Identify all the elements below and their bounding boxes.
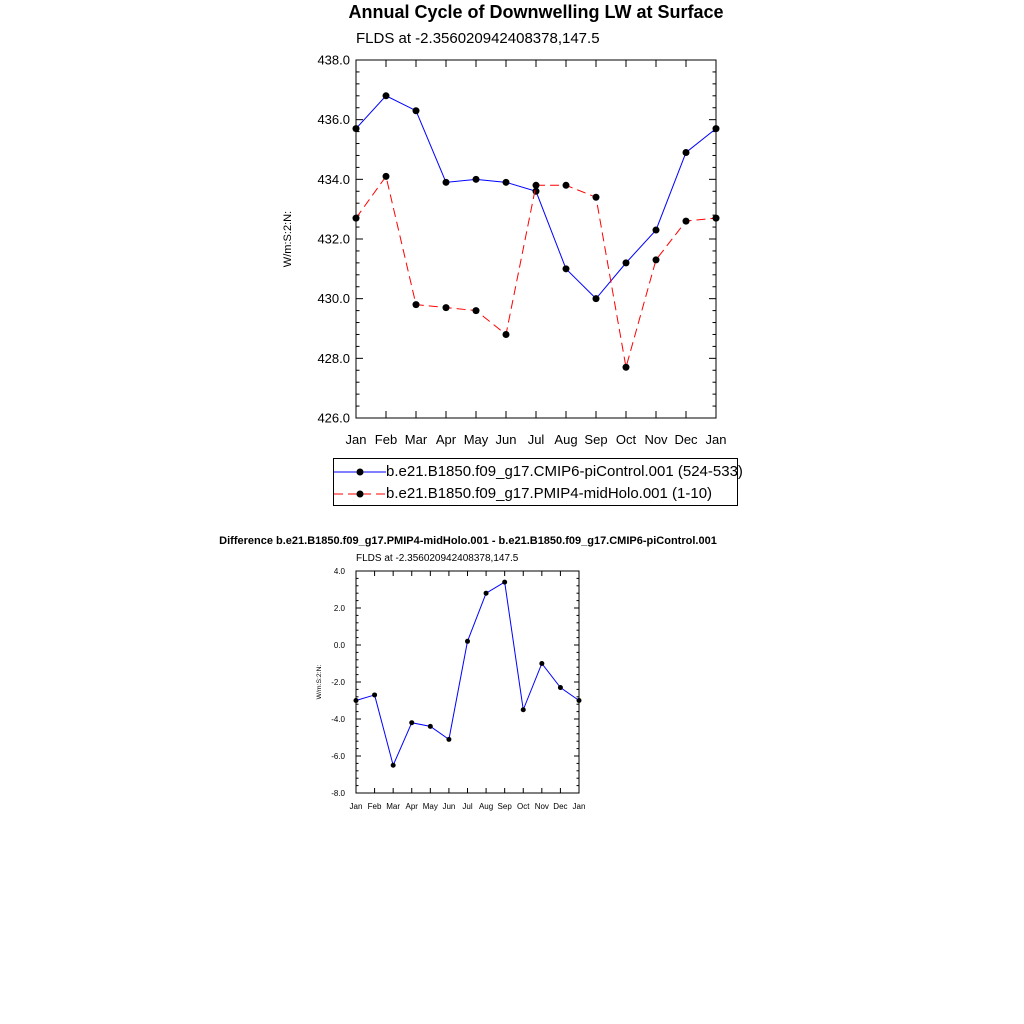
main-series-0-point <box>713 125 720 132</box>
legend-entry-midholo <box>334 483 739 505</box>
main-series-0-point <box>593 295 600 302</box>
diff-ytick-label: 0.0 <box>333 640 345 650</box>
main-xtick-label: Dec <box>674 432 698 447</box>
diff-series-0-point <box>465 639 470 644</box>
main-ytick-label: 428.0 <box>317 350 350 366</box>
legend-entry-control <box>334 461 743 483</box>
diff-series-0-point <box>577 698 582 703</box>
main-series-1-point <box>563 182 570 189</box>
main-xtick-label: Jun <box>495 432 517 447</box>
main-series-1-point <box>473 307 480 314</box>
legend-label-control: b.e21.B1850.f09_g17.CMIP6-piControl.001 (524-533) <box>386 463 743 480</box>
main-series-0-point <box>473 176 480 183</box>
chart-title: Annual Cycle of Downwelling LW at Surface <box>348 2 724 22</box>
difference-chart-subtitle: FLDS at -2.356020942408378,147.5 <box>356 553 519 564</box>
main-series-0-point <box>353 125 360 132</box>
main-series-0-point <box>413 107 420 114</box>
main-series-0-point <box>653 227 660 234</box>
diff-xtick-label: Jul <box>462 802 473 811</box>
diff-xtick-label: Mar <box>386 802 401 811</box>
main-xtick-label: May <box>463 432 489 447</box>
main-xtick-label: Jul <box>527 432 545 447</box>
diff-series-0-point <box>409 720 414 725</box>
diff-xtick-label: Jan <box>572 802 586 811</box>
main-xtick-label: Feb <box>374 432 398 447</box>
diff-ytick-label: 2.0 <box>333 603 345 613</box>
main-y-axis-label: W/m:S:2:N: <box>282 210 294 268</box>
diff-ytick-label: -2.0 <box>331 677 345 687</box>
legend-marker-midholo <box>357 491 364 498</box>
main-series-1-point <box>713 215 720 222</box>
diff-series-0-point <box>539 661 544 666</box>
diff-series-0-point <box>502 580 507 585</box>
chart-subtitle: FLDS at -2.356020942408378,147.5 <box>356 30 600 47</box>
main-ytick-label: 434.0 <box>317 171 350 187</box>
diff-xtick-label: Feb <box>367 802 382 811</box>
legend-marker-control <box>357 469 364 476</box>
main-series-0-point <box>443 179 450 186</box>
main-series-1-point <box>533 182 540 189</box>
main-series-0-point <box>683 149 690 156</box>
diff-xtick-label: Nov <box>534 802 549 811</box>
diff-xtick-label: Oct <box>517 802 530 811</box>
diff-series-0-point <box>391 763 396 768</box>
main-ytick-label: 432.0 <box>317 231 350 247</box>
main-series-1-point <box>503 331 510 338</box>
legend-label-midholo: b.e21.B1850.f09_g17.PMIP4-midHolo.001 (1-10) <box>386 485 713 502</box>
main-series-1-point <box>683 218 690 225</box>
main-series-0-point <box>623 259 630 266</box>
main-xtick-label: Apr <box>435 432 457 447</box>
diff-series-0-point <box>484 591 489 596</box>
diff-series-0-line <box>356 582 579 765</box>
diff-series-0-point <box>372 692 377 697</box>
main-series-1-point <box>383 173 390 180</box>
main-series-1-point <box>413 301 420 308</box>
main-series-0-point <box>563 265 570 272</box>
main-xtick-label: Mar <box>404 432 428 447</box>
main-series-1-point <box>653 256 660 263</box>
main-series-1-point <box>593 194 600 201</box>
main-ytick-label: 436.0 <box>317 112 350 128</box>
diff-xtick-label: Apr <box>405 802 418 811</box>
main-series-1-point <box>353 215 360 222</box>
diff-ytick-label: -4.0 <box>331 714 345 724</box>
main-xtick-label: Nov <box>644 432 668 447</box>
main-xtick-label: Aug <box>554 432 578 447</box>
diff-xtick-label: Aug <box>478 802 494 811</box>
diff-series-0-point <box>521 707 526 712</box>
main-series-1-point <box>623 364 630 371</box>
main-xtick-label: Oct <box>615 432 637 447</box>
main-xtick-label: Jan <box>345 432 367 447</box>
difference-chart-title: Difference b.e21.B1850.f09_g17.PMIP4-midHolo.001 - b.e21.B1850.f09_g17.CMIP6-piControl.001 <box>219 535 717 547</box>
diff-series-0-point <box>428 724 433 729</box>
main-plot-frame <box>356 60 716 418</box>
main-ytick-label: 430.0 <box>317 291 350 307</box>
legend <box>333 458 743 506</box>
main-xtick-label: Sep <box>584 432 608 447</box>
diff-series-0-point <box>558 685 563 690</box>
main-xtick-label: Jan <box>705 432 727 447</box>
diff-series-0-point <box>354 698 359 703</box>
main-series-0-line <box>356 96 716 299</box>
diff-xtick-label: May <box>422 802 438 811</box>
main-series-0-point <box>383 92 390 99</box>
diff-y-axis-label: W/m:S:2:N: <box>316 664 323 700</box>
main-ytick-label: 438.0 <box>317 52 350 68</box>
diff-xtick-label: Jun <box>442 802 456 811</box>
diff-ytick-label: 4.0 <box>333 566 345 576</box>
main-series-1-line <box>356 176 716 367</box>
diff-xtick-label: Jan <box>349 802 363 811</box>
diff-ytick-label: -6.0 <box>331 751 345 761</box>
diff-plot-frame <box>356 571 579 793</box>
main-series-0-point <box>533 188 540 195</box>
diff-ytick-label: -8.0 <box>331 788 345 798</box>
main-series-1-point <box>443 304 450 311</box>
main-series-0-point <box>503 179 510 186</box>
main-ytick-label: 426.0 <box>317 410 350 426</box>
diff-xtick-label: Dec <box>553 802 568 811</box>
diff-xtick-label: Sep <box>497 802 512 811</box>
diff-series-0-point <box>446 737 451 742</box>
